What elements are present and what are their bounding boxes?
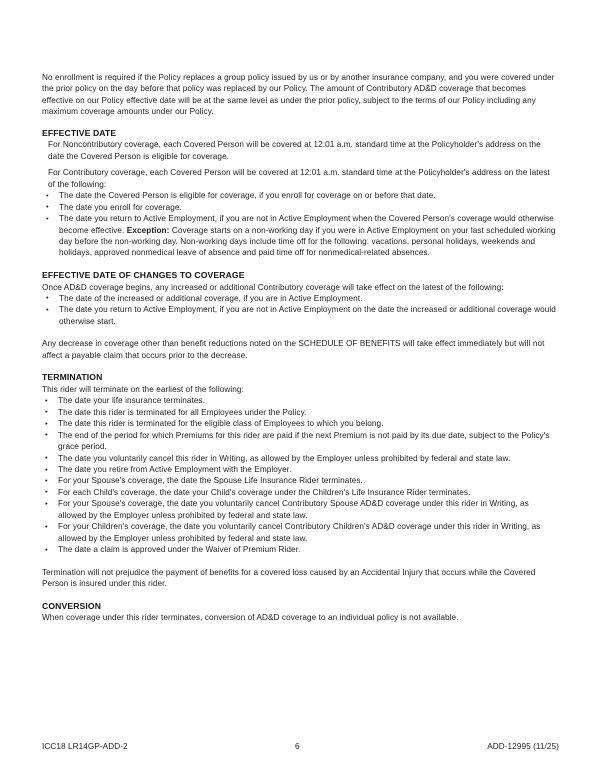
list-item: • The date this rider is terminated for the eligible class of Employees to which you belong. [42, 418, 559, 429]
decrease-paragraph: Any decrease in coverage other than benefit reductions noted on the SCHEDULE OF BENEFITS will take effect immediately but will not affect a payable claim that occurs prior to the decrease. [42, 339, 545, 360]
list-item: • The date your life insurance terminates. [42, 395, 559, 406]
list-item: • The date this rider is terminated for all Employees under the Policy. [42, 407, 559, 418]
termination-closing-paragraph: Termination will not prejudice the payment of benefits for a covered loss caused by an Accidental Injury that occurs while the Covered Person is insured under this rider. [42, 567, 536, 589]
changes-intro-paragraph: Once AD&D coverage begins, any increased or additional Contributory coverage will take effect on the latest of the following: [42, 282, 504, 292]
spacer [42, 259, 559, 270]
termination-bullet-list [42, 395, 559, 555]
noncontributory-paragraph: For Noncontributory coverage, each Covered Person will be covered at 12:01 a.m. standard time at the Policyholder's address on the date the Covered Person is eligible for coverage. [48, 140, 541, 161]
page-footer [42, 741, 559, 753]
section-heading-effective-date: EFFECTIVE DATE [42, 127, 117, 138]
effective-date-bullet-list [42, 190, 559, 259]
section-heading-termination: TERMINATION [42, 372, 103, 383]
conversion-paragraph: When coverage under this rider terminates, conversion of AD&D coverage to an individual policy is not available. [42, 613, 459, 623]
spacer [42, 556, 559, 567]
list-item: • For your Spouse's coverage, the date you voluntarily cancel Contributory Spouse AD&D coverage under this rider in Writing, as allowed by the Employer unless prohibited by federal and state law. [42, 498, 559, 521]
footer-page-number: 6 [295, 742, 300, 751]
section-heading-effective-date-changes: EFFECTIVE DATE OF CHANGES TO COVERAGE [42, 269, 245, 280]
list-item: • The date you return to Active Employment, if you are not in Active Employment on the date the increased or additional coverage would otherwise start. [42, 304, 559, 327]
list-item: • The date of the increased or additional coverage, if you are in Active Employment. [42, 293, 559, 304]
list-item-exception [42, 213, 559, 259]
list-item: • For your Spouse's coverage, the date the Spouse Life Insurance Rider terminates. [42, 475, 559, 486]
changes-bullet-list [42, 293, 559, 327]
list-item: • The date a claim is approved under the Waiver of Premium Rider. [42, 544, 559, 555]
section-heading-conversion: CONVERSION [42, 600, 102, 611]
footer-document-code: ADD-12995 (11/25) [487, 742, 559, 751]
footer-form-number: ICC18 LR14GP-ADD-2 [42, 742, 128, 751]
exception-lead: The date you return to Active Employment, if you are not in Active Employment when the Covered Person's coverage would otherwise become effective. [59, 214, 554, 235]
list-item: • The date you enroll for coverage. [42, 202, 559, 213]
list-item: • The date the Covered Person is eligible for coverage, if you enroll for coverage on or before that date. [42, 190, 559, 201]
spacer [42, 361, 559, 372]
intro-paragraph: No enrollment is required if the Policy replaces a group policy issued by us or by another insurance company, and you were covered under the prior policy on the day before that policy was replaced by our Policy. The amount of Contributory AD&D coverage that becomes effective on our Policy effective date will be at the same level as under the prior policy, subject to the terms of our Policy including any maximum coverage amounts under our Policy. [42, 73, 555, 117]
list-item: • The date you retire from Active Employment with the Employer. [42, 464, 559, 475]
list-item: • The date you voluntarily cancel this rider in Writing, as allowed by the Employer unless prohibited by federal and state law. [42, 453, 559, 464]
spacer [42, 327, 559, 338]
list-item: • For each Child's coverage, the date your Child's coverage under the Children's Life Insurance Rider terminates. [42, 487, 559, 498]
document-body [42, 72, 559, 624]
list-item: • For your Children's coverage, the date you voluntarily cancel Contributory Children's AD&D coverage under this rider in Writing, as allowed by the Employer unless prohibited by federal and state law. [42, 521, 559, 544]
exception-rest: Coverage starts on a non-working day if you were in Active Employment on your last scheduled working day before the non-working day. Non-working days include time off for the following: vacations, personal holidays, weekends and holidays, approved nonmedical leave of absence and paid time off for nonmedical-related absences. [59, 225, 556, 258]
exception-label: Exception: [126, 225, 170, 235]
list-item: • The end of the period for which Premiums for this rider are paid if the next Premium is not paid by its due date, subject to the Policy's grace period. [42, 430, 559, 453]
spacer [42, 590, 559, 601]
contributory-paragraph: For Contributory coverage, each Covered Person will be covered at 12:01 a.m. standard time at the Policyholder's address on the latest of the following: [48, 168, 550, 189]
termination-intro-paragraph: This rider will terminate on the earliest of the following: [42, 384, 244, 394]
spacer [42, 118, 559, 128]
